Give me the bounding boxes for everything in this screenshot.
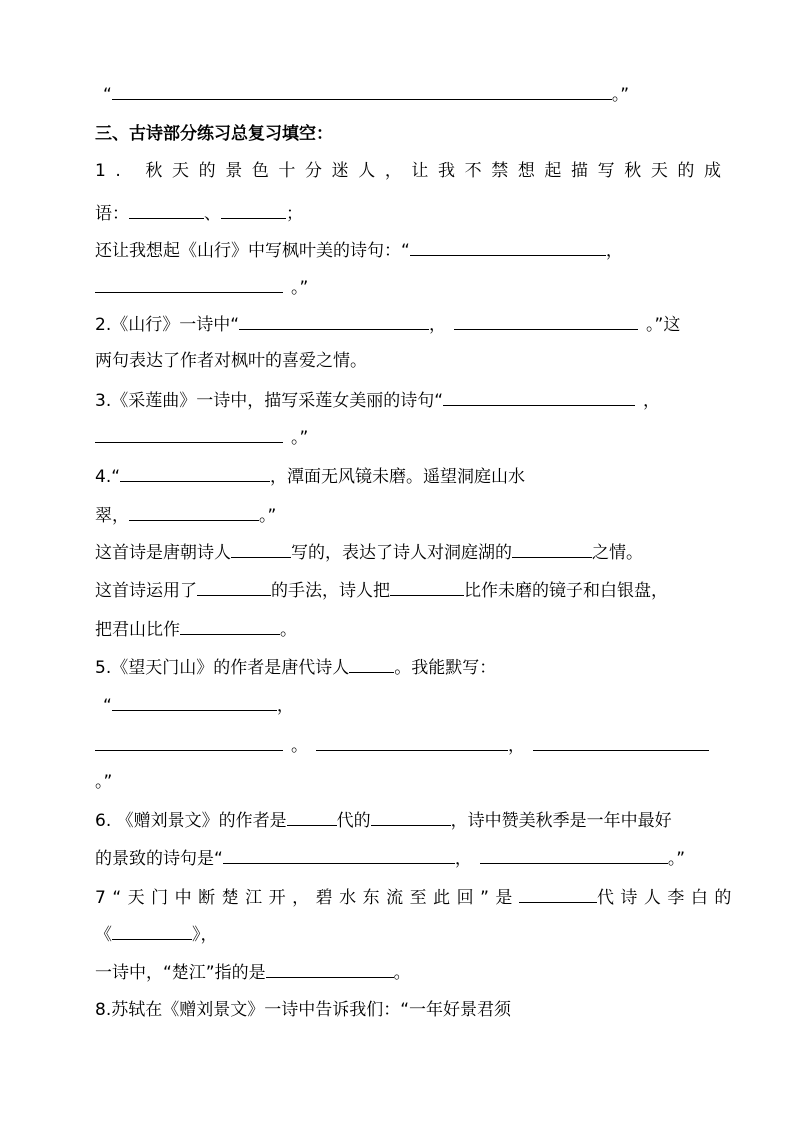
blank[interactable] [390, 578, 464, 596]
q2-line2: 两句表达了作者对枫叶的喜爱之情。 [95, 351, 367, 371]
q7-line2: 《 》， [95, 922, 218, 947]
q1-line2: 语： 、 ； [95, 201, 303, 226]
blank[interactable] [223, 846, 455, 864]
section-heading: 三、古诗部分练习总复习填空： [95, 124, 333, 144]
q5-line2: “ ， [103, 693, 294, 718]
blank[interactable] [197, 578, 271, 596]
blank[interactable] [112, 693, 277, 711]
blank[interactable] [349, 655, 394, 673]
blank[interactable] [454, 312, 638, 330]
blank[interactable] [95, 425, 283, 443]
q5-line1: 5.《望天门山》的作者是唐代诗人 。我能默写： [95, 655, 496, 680]
q3-line2: 。” [95, 425, 308, 450]
q4-line4: 这首诗运用了 的手法，诗人把 比作未磨的镜子和白银盘， [95, 578, 668, 603]
blank[interactable] [95, 733, 283, 751]
q8-line1: 8.苏轼在《赠刘景文》一诗中告诉我们：“一年好景君须 [95, 1000, 512, 1020]
q1-line1: 1. 秋天的景色十分迷人，让我不禁想起描写秋天的成 [95, 161, 731, 181]
blank[interactable] [129, 201, 204, 219]
q7-line3: 一诗中，“楚江”指的是 。 [95, 960, 411, 985]
blank[interactable] [443, 388, 635, 406]
blank[interactable] [112, 922, 192, 940]
blank[interactable] [519, 885, 597, 903]
top-quote-line: “ 。” [103, 82, 629, 107]
blank[interactable] [129, 503, 259, 521]
blank[interactable] [231, 540, 291, 558]
q5-line3: 。 ， [95, 733, 709, 758]
blank[interactable] [239, 312, 429, 330]
blank[interactable] [180, 617, 280, 635]
blank[interactable] [410, 238, 606, 256]
blank[interactable] [371, 808, 451, 826]
blank[interactable] [120, 464, 270, 482]
blank[interactable] [266, 960, 394, 978]
q4-line2: 翠， 。” [95, 503, 276, 528]
q1-line4: 。” [95, 275, 308, 300]
blank[interactable] [316, 733, 508, 751]
q4-line1: 4.“ ，潭面无风镜未磨。遥望洞庭山水 [95, 464, 525, 489]
q6-line1: 6. 《赠刘景文》的作者是 代的 ，诗中赞美秋季是一年中最好 [95, 808, 672, 833]
q1-line3: 还让我想起《山行》中写枫叶美的诗句：“ ， [95, 238, 623, 263]
q4-line3: 这首诗是唐朝诗人 写的，表达了诗人对洞庭湖的 之情。 [95, 540, 643, 565]
blank[interactable] [480, 846, 668, 864]
blank[interactable] [512, 540, 592, 558]
q3-line1: 3.《采莲曲》一诗中，描写采莲女美丽的诗句“ ， [95, 388, 660, 413]
q5-line4: 。” [95, 772, 113, 792]
q2-line1: 2.《山行》一诗中“ ， 。”这 [95, 312, 680, 337]
blank[interactable] [95, 275, 283, 293]
blank[interactable] [533, 733, 709, 751]
blank[interactable] [287, 808, 337, 826]
blank[interactable] [221, 201, 286, 219]
q6-line2: 的景致的诗句是“ ， 。” [95, 846, 685, 871]
blank[interactable] [112, 82, 612, 100]
q4-line5: 把君山比作 。 [95, 617, 297, 642]
q7-line1: 7“天门中断楚江开，碧水东流至此回”是 代诗人李白的 [95, 885, 738, 910]
